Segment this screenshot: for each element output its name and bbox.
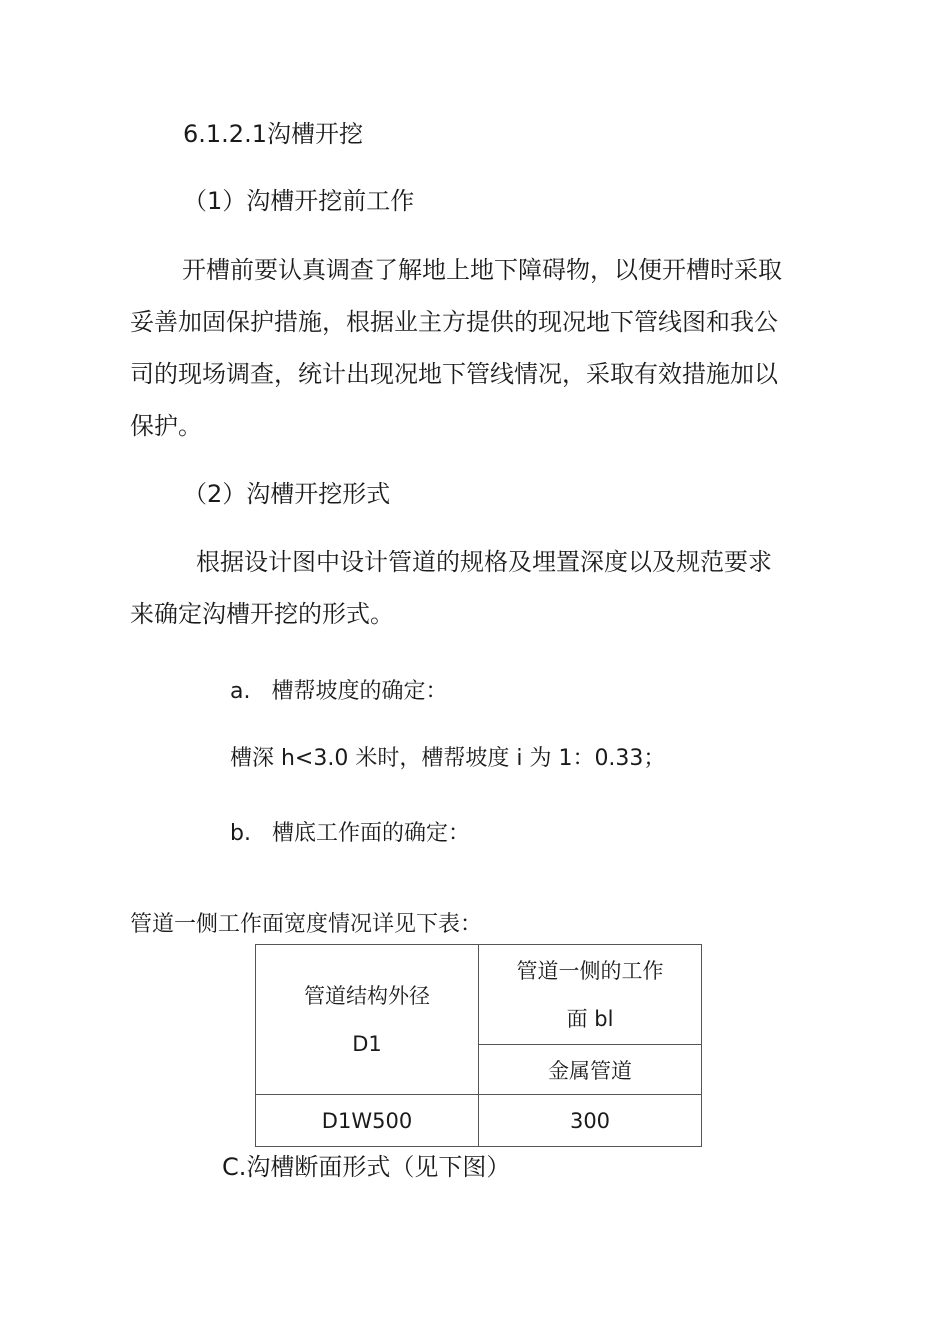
- slope-rule-text: 槽深 h<3.0 米时，槽帮坡度 i 为 1：0.33；: [230, 746, 666, 771]
- table-cell: 300: [479, 1095, 702, 1147]
- table-header-work-face: [479, 945, 702, 1045]
- table-cell: D1W500: [256, 1095, 479, 1147]
- list-marker-b: b.: [230, 821, 251, 846]
- paragraph-line: 妥善加固保护措施，根据业主方提供的现况地下管线图和我公: [130, 308, 778, 336]
- table-header-text: 管道结构外径: [304, 983, 430, 1008]
- table-intro: 管道一侧工作面宽度情况详见下表：: [130, 912, 483, 937]
- list-item-a: [230, 681, 448, 703]
- list-item-c: C.沟槽断面形式（见下图）: [222, 1153, 511, 1181]
- list-text-a: 槽帮坡度的确定：: [271, 679, 448, 704]
- paragraph-excavation-form: [130, 536, 830, 640]
- paragraph-line: 根据设计图中设计管道的规格及埋置深度以及规范要求: [196, 548, 772, 576]
- list-text-b: 槽底工作面的确定：: [271, 821, 470, 846]
- section-heading: 6.1.2.1沟槽开挖: [183, 120, 363, 148]
- subsection-heading-2: （2）沟槽开挖形式: [183, 480, 391, 508]
- table-subheader-metal-pipe: 金属管道: [479, 1045, 702, 1095]
- list-marker-a: a.: [230, 679, 251, 704]
- table-header-text: 管道一侧的工作: [516, 958, 664, 983]
- table-header-text: 面 bl: [566, 1006, 614, 1031]
- work-face-width-table: [255, 944, 702, 1147]
- table-header-text: D1: [352, 1031, 382, 1056]
- paragraph-line: 保护。: [130, 412, 202, 440]
- table-header-outer-diameter: [256, 945, 479, 1095]
- paragraph-line: 开槽前要认真调查了解地上地下障碍物，以便开槽时采取: [182, 256, 782, 284]
- subsection-heading-1: （1）沟槽开挖前工作: [183, 187, 415, 215]
- paragraph-line: 来确定沟槽开挖的形式。: [130, 600, 394, 628]
- paragraph-line: 司的现场调查，统计出现况地下管线情况，采取有效措施加以: [130, 360, 778, 388]
- paragraph-pre-excavation: [130, 244, 830, 452]
- list-item-b: [230, 823, 470, 845]
